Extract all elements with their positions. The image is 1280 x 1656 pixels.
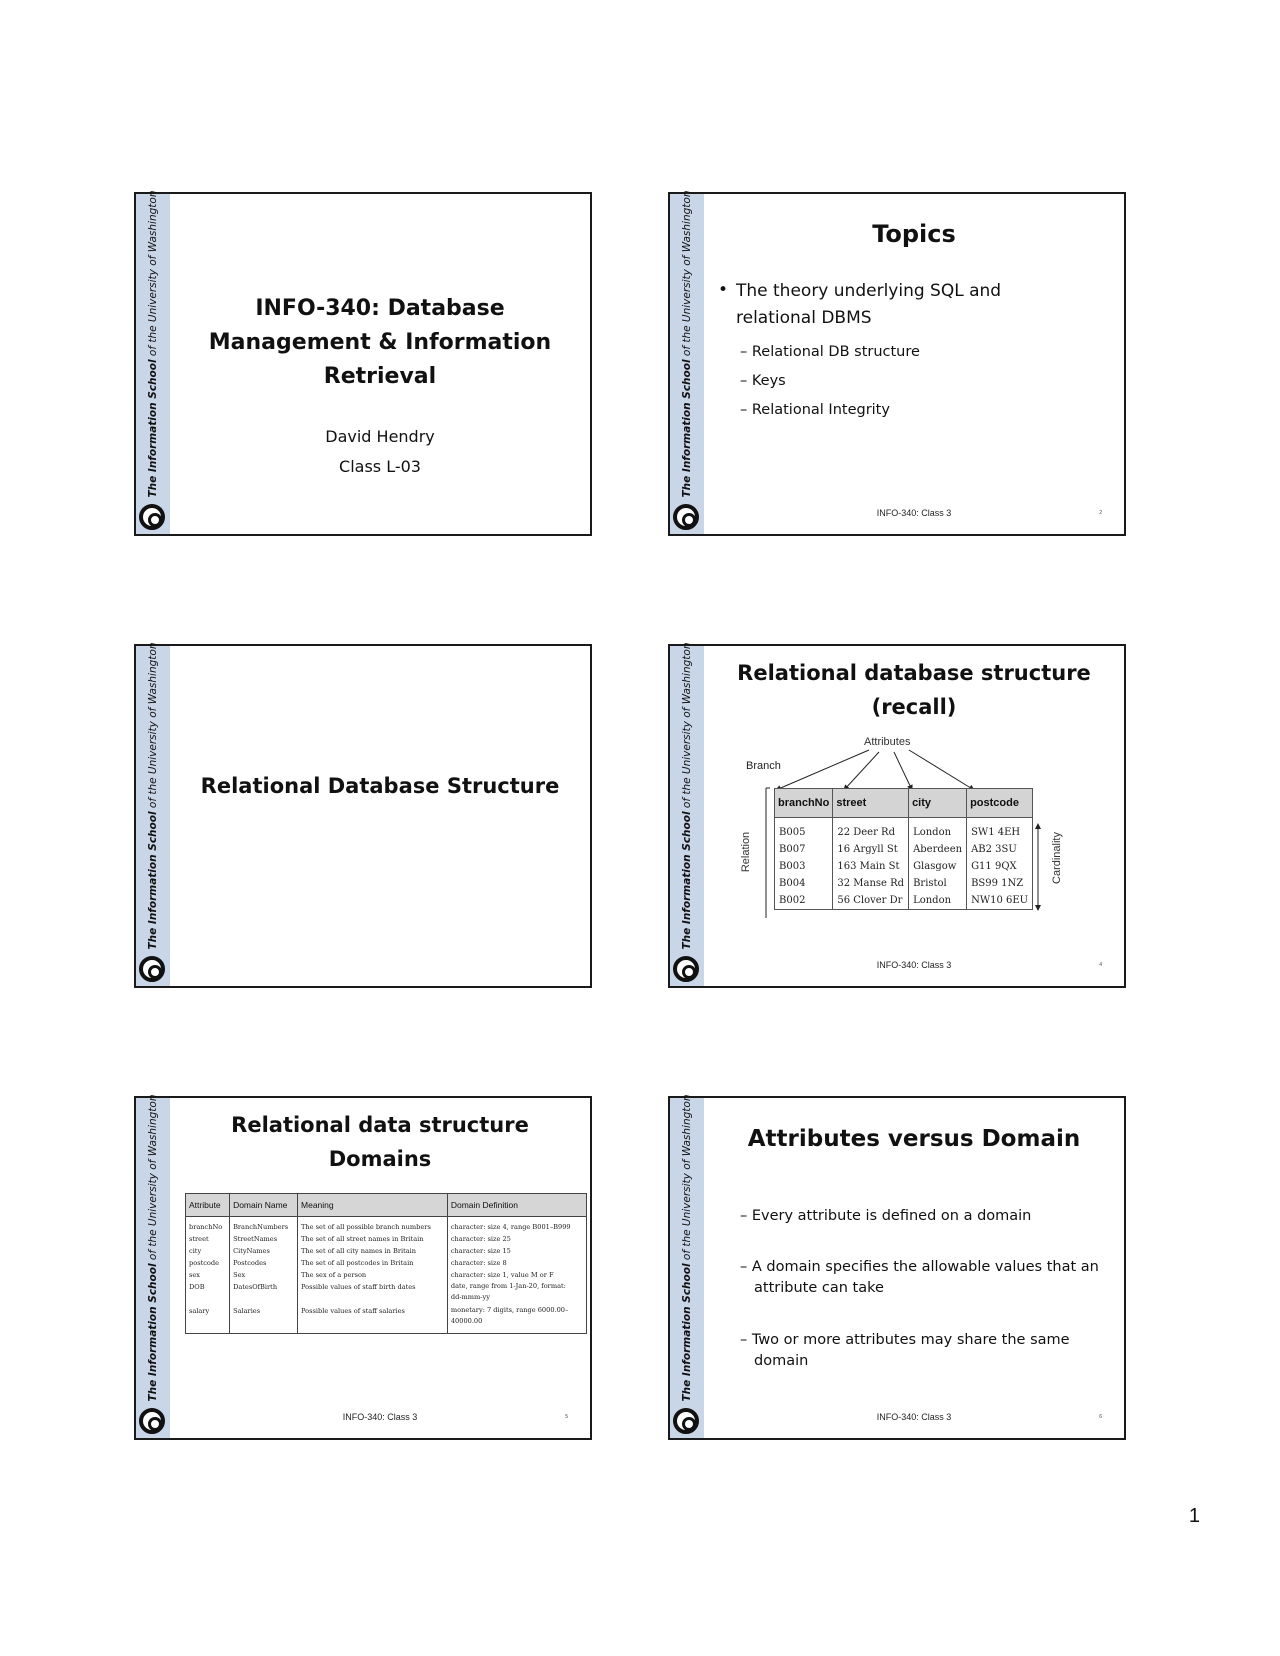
domain-table [185,1193,587,1334]
slide-number: 2 [1099,510,1102,516]
ischool-logo-icon [139,1408,165,1434]
table-cell: 163 Main St [833,858,909,875]
column-header: branchNo [775,789,833,818]
slide-number: 6 [1099,1414,1102,1420]
table-cell [447,1217,586,1334]
author-name: David Hendry [325,427,435,446]
slide-footer: INFO-340: Class 3 [876,1412,952,1422]
sub-bullet-item: – Relational DB structure [740,344,920,360]
sidebar-school-text: The Information School [681,359,693,498]
table-cell: London [909,892,967,910]
title-line: Management & Information [208,330,552,355]
slide-5 [134,1096,592,1440]
class-label: Class L-03 [339,457,421,476]
ischool-logo-icon [139,956,165,982]
branch-label: Branch [746,760,781,772]
title-line: Relational data structure [231,1113,529,1137]
sidebar-university-text: of the University of Washington [147,642,159,809]
sub-bullet-list [740,338,920,425]
sidebar-school-text: The Information School [681,1263,693,1402]
title-line: (recall) [871,695,957,719]
table-row [186,1217,587,1334]
sidebar-school-text: The Information School [147,811,159,950]
slide-title: Attributes versus Domain [747,1126,1081,1152]
cell-line: character: size 4, range B001–B999 [450,1223,571,1231]
list-item-line: – Every attribute is defined on a domain [740,1208,1032,1224]
slide-title [170,292,590,394]
cell-line: BranchNumbers [233,1223,289,1231]
column-header: postcode [967,789,1033,818]
cell-line: Sex [233,1271,246,1279]
sidebar-school-text: The Information School [147,359,159,498]
slide-6 [668,1096,1126,1440]
cell-line: Possible values of staff birth dates [301,1283,416,1291]
list-item [740,1330,1070,1372]
table-cell: BS99 1NZ [967,875,1033,892]
sub-bullet-item: – Relational Integrity [740,402,890,418]
column-header: Domain Definition [447,1194,586,1217]
table-cell: London [909,824,967,841]
cell-line: The sex of a person [301,1271,367,1279]
list-item-line: – A domain specifies the allowable values that an [740,1259,1099,1275]
cell-line: character: size 1, value M or F [450,1271,554,1279]
slide-sidebar [670,642,704,986]
list-item [740,1257,1099,1299]
column-header: street [833,789,909,818]
table-cell: NW10 6EU [967,892,1033,910]
cell-line: monetary: 7 digits, range 6000.00–40000.00 [450,1306,569,1325]
title-line: Retrieval [323,364,437,389]
column-header: Domain Name [230,1194,298,1217]
table-cell: B005 [775,824,833,841]
slide-3 [134,644,592,988]
sidebar-university-text: of the University of Washington [681,1094,693,1261]
ischool-logo-icon [139,504,165,530]
slide-sidebar [670,190,704,534]
cell-line: Postcodes [233,1259,267,1267]
relation-label: Relation [740,831,753,873]
cell-line: branchNo [189,1223,223,1231]
sidebar-university-text: of the University of Washington [147,1094,159,1261]
relation-table [774,788,1033,910]
slide-sidebar [136,642,170,986]
cell-line: The set of all possible branch numbers [301,1223,431,1231]
slide-sidebar [136,1094,170,1438]
column-header: Attribute [186,1194,230,1217]
bullet-text: relational DBMS [736,308,872,328]
table-row [775,892,1033,910]
table-cell: SW1 4EH [967,824,1033,841]
table-cell: B004 [775,875,833,892]
table-cell: B003 [775,858,833,875]
slide-4 [668,644,1126,988]
cell-line: character: size 8 [450,1259,507,1267]
cell-line: DOB [189,1283,205,1291]
cell-line: postcode [189,1259,220,1267]
sidebar-university-text: of the University of Washington [147,190,159,357]
title-line: Relational database structure [737,661,1091,685]
sidebar-school-text: The Information School [147,1263,159,1402]
slide-2 [668,192,1126,536]
slide-1 [134,192,592,536]
cell-line: DatesOfBirth [233,1283,278,1291]
list-item-line: attribute can take [754,1280,884,1296]
ischool-logo-icon [673,1408,699,1434]
bullet-item [736,278,1001,332]
ischool-logo-icon [673,956,699,982]
cell-line: The set of all city names in Britain [301,1247,417,1255]
page-number: 1 [1188,1505,1200,1527]
table-cell [298,1217,448,1334]
slide-byline [170,422,590,482]
slide-footer: INFO-340: Class 3 [876,960,952,970]
table-cell [186,1217,230,1334]
cell-line: salary [189,1307,210,1315]
table-cell: B002 [775,892,833,910]
table-row [775,824,1033,841]
cell-line: sex [189,1271,201,1279]
cell-line: date, range from 1-Jan-20, format: dd-mmm-yy [450,1282,566,1301]
table-cell: G11 9QX [967,858,1033,875]
relation-figure [740,736,1084,924]
cell-line: Possible values of staff salaries [301,1307,405,1315]
slide-footer: INFO-340: Class 3 [876,508,952,518]
title-line: INFO-340: Database [255,296,505,321]
list-item [740,1206,1031,1227]
table-cell: 32 Manse Rd [833,875,909,892]
slide-title: Relational Database Structure [200,774,560,798]
slide-footer: INFO-340: Class 3 [342,1412,418,1422]
slide-title [170,1108,590,1176]
slide-sidebar [670,1094,704,1438]
cell-line: Salaries [233,1307,261,1315]
cell-line: The set of all street names in Britain [301,1235,424,1243]
cell-line: city [189,1247,202,1255]
table-cell: AB2 3SU [967,841,1033,858]
list-item-line: – Two or more attributes may share the same [740,1332,1070,1348]
table-cell: 56 Clover Dr [833,892,909,910]
list-item-line: domain [754,1353,809,1369]
sidebar-university-text: of the University of Washington [681,642,693,809]
column-header: Meaning [298,1194,448,1217]
cell-line: street [189,1235,209,1243]
cell-line: StreetNames [233,1235,278,1243]
table-cell: 22 Deer Rd [833,824,909,841]
cardinality-label: Cardinality [1050,832,1063,884]
slide-title: Topics [872,220,956,248]
bullet-dot-icon: • [718,280,729,300]
column-header: city [909,789,967,818]
attributes-label: Attributes [864,736,911,748]
sidebar-school-text: The Information School [681,811,693,950]
table-header-row [775,789,1033,818]
table-cell: Aberdeen [909,841,967,858]
table-cell: Glasgow [909,858,967,875]
sub-bullet-item: – Keys [740,373,786,389]
table-row [775,875,1033,892]
cell-line: The set of all postcodes in Britain [301,1259,414,1267]
table-cell: Bristol [909,875,967,892]
cell-line: CityNames [233,1247,270,1255]
table-row [775,841,1033,858]
table-cell [230,1217,298,1334]
cell-line: character: size 25 [450,1235,511,1243]
table-cell: B007 [775,841,833,858]
slide-title [704,656,1124,724]
table-header-row [186,1194,587,1217]
ischool-logo-icon [673,504,699,530]
bullet-text: The theory underlying SQL and [736,281,1002,301]
slide-number: 5 [565,1414,568,1420]
cell-line: character: size 15 [450,1247,511,1255]
sidebar-university-text: of the University of Washington [681,190,693,357]
slide-sidebar [136,190,170,534]
table-row [775,858,1033,875]
table-cell: 16 Argyll St [833,841,909,858]
slide-number: 4 [1099,962,1102,968]
title-line: Domains [328,1147,432,1171]
